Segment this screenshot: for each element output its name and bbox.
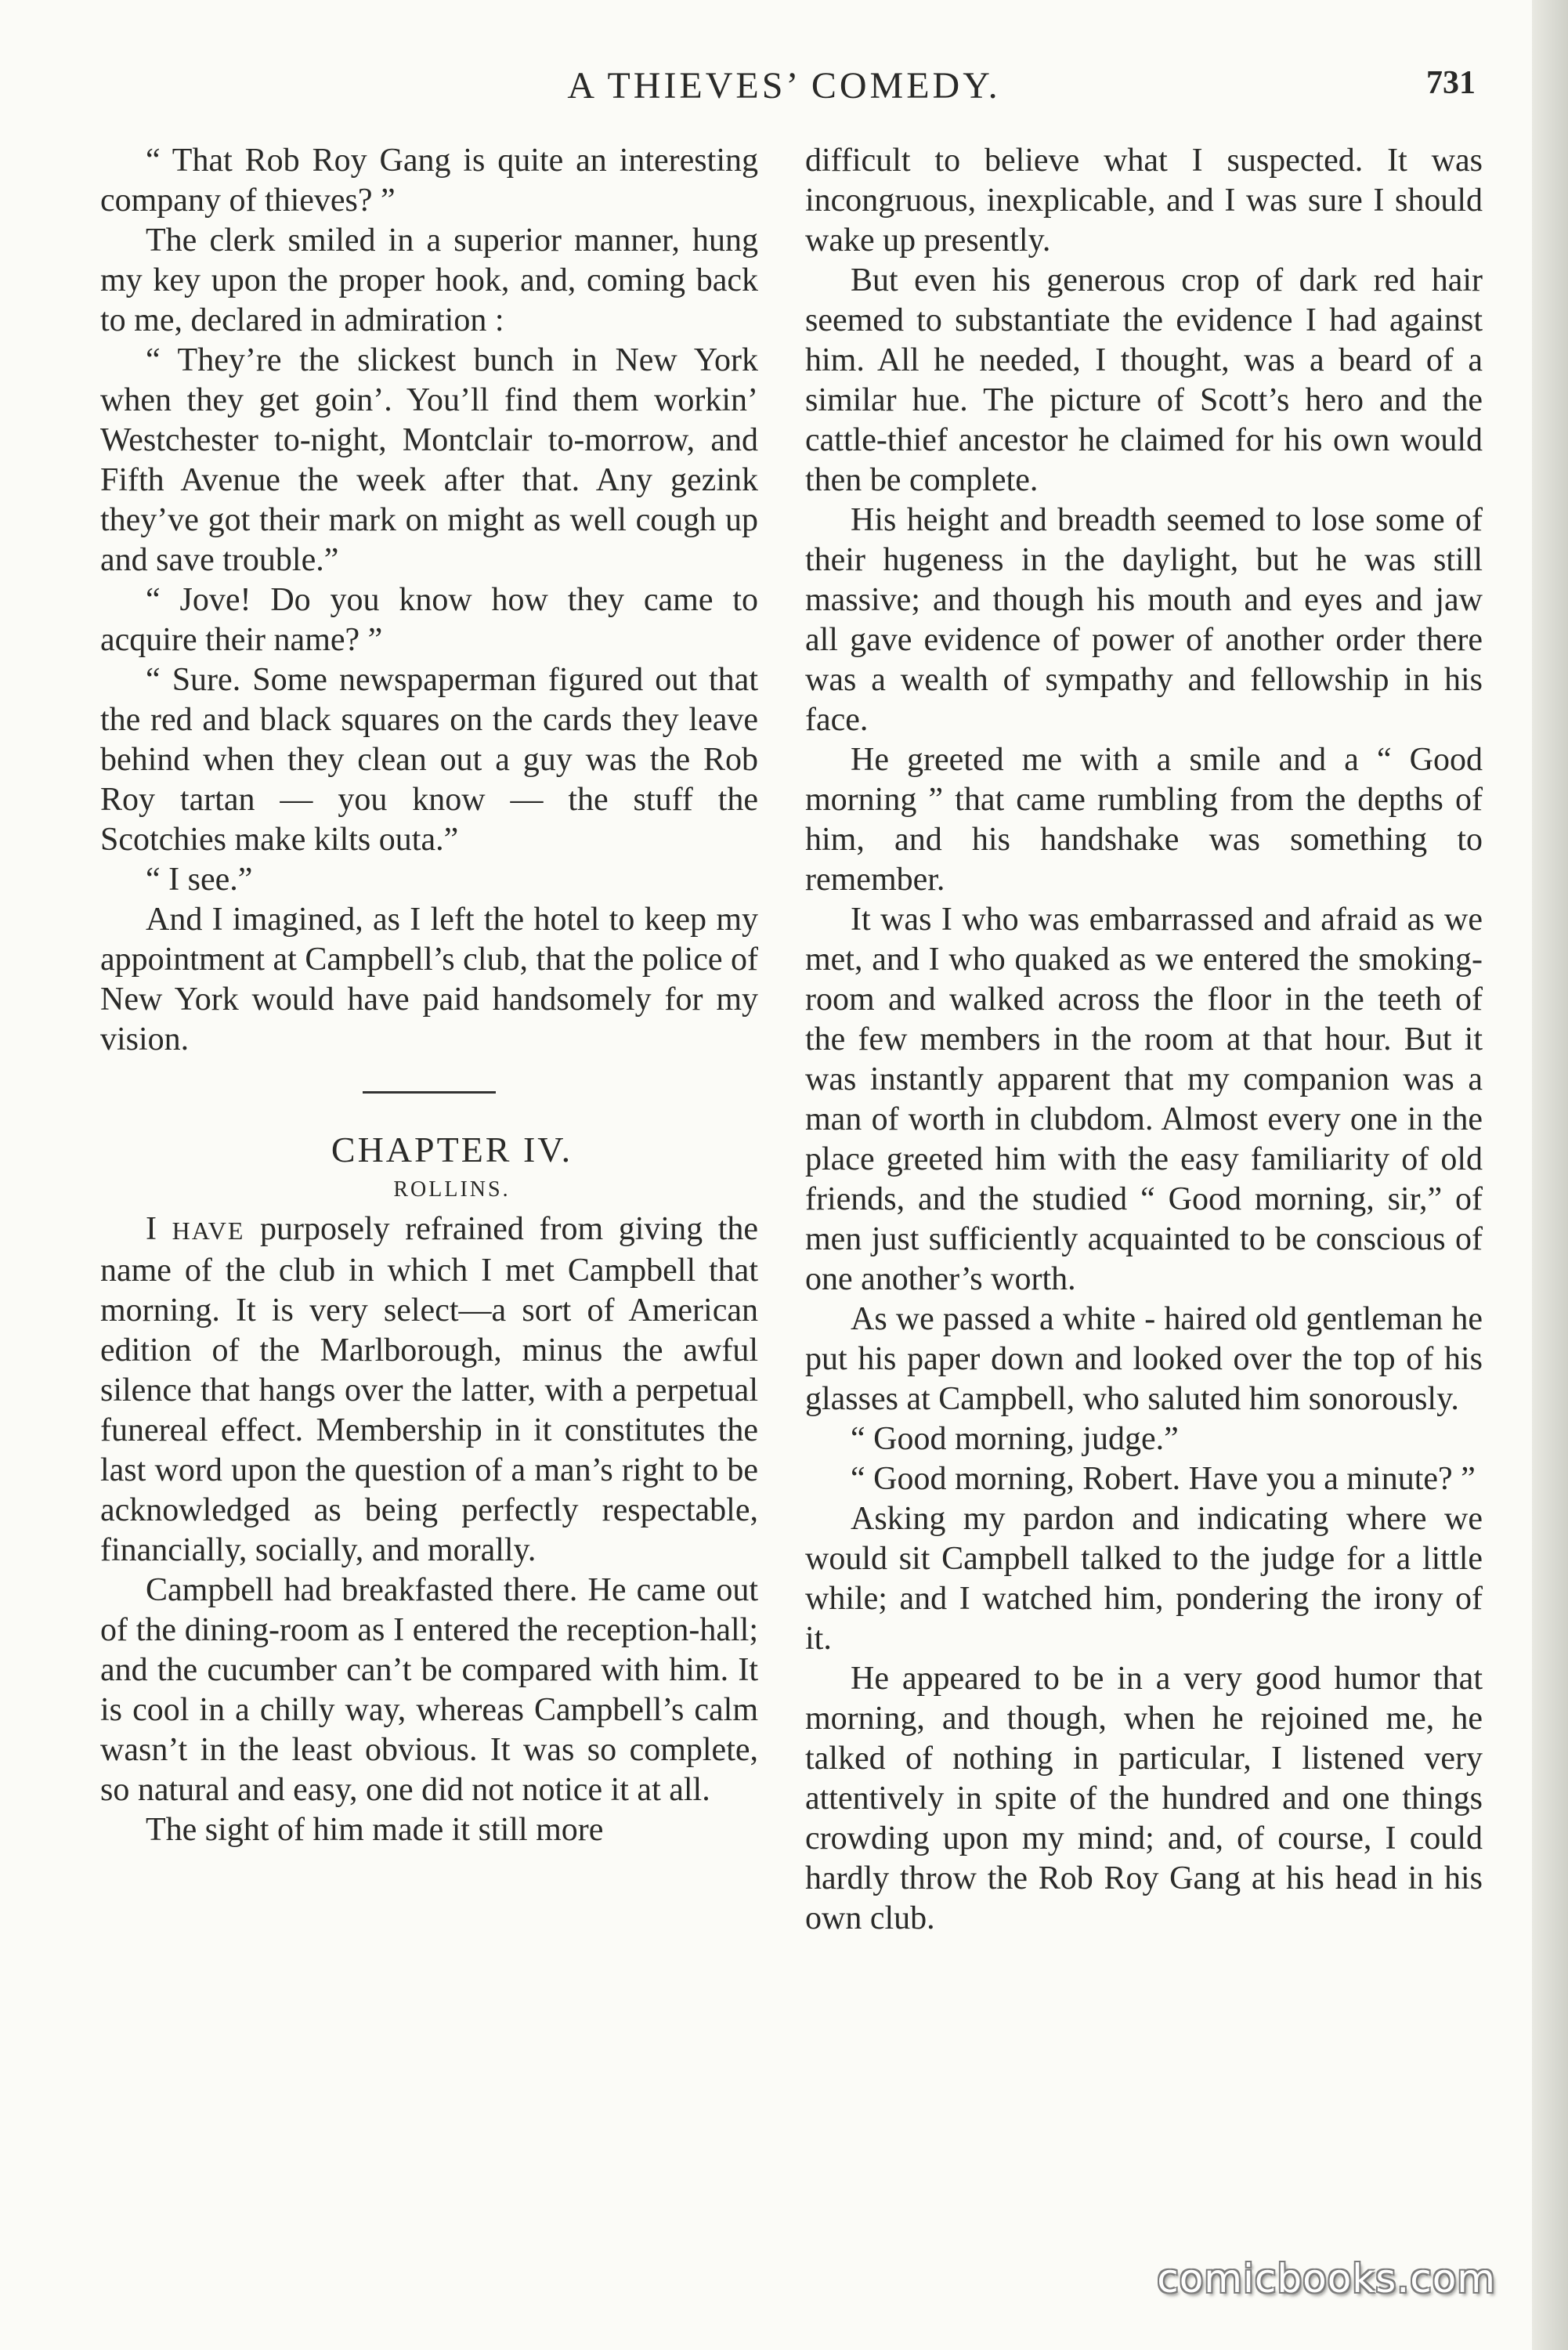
paragraph: And I imagined, as I left the hotel to keep my appointment at Campbell’s club, that the police of New York would have paid handsomely for my vision.: [100, 902, 758, 1058]
paragraph: He greeted me with a smile and a “ Good morning ” that came rumbling from the depths of him, and his handshake was something to remember.: [805, 742, 1483, 898]
chapter-heading: CHAPTER IV.: [331, 1130, 573, 1170]
paragraph: “ Good morning, Robert. Have you a minute? ”: [851, 1461, 1476, 1497]
paragraph: “ Good morning, judge.”: [851, 1421, 1179, 1457]
paragraph: “ Sure. Some newspaperman figured out that the red and black squares on the cards they leave behind when they clean out a guy was the Rob Roy tartan — you know — the stuff the Scotchies make kilts outa.”: [100, 662, 758, 858]
running-header: [0, 64, 1568, 119]
chapter-subtitle: ROLLINS.: [393, 1177, 511, 1202]
paragraph: He appeared to be in a very good humor that morning, and though, when he rejoined me, he talked of nothing in particular, I listened very attentively in spite of the hundred and one things crowding upon my mind; and, of course, I could hardly throw the Rob Roy Gang at his head in his own club.: [805, 1661, 1483, 1936]
watermark: comicbooks.com: [1157, 2256, 1496, 2301]
paragraph: “ They’re the slickest bunch in New York when they get goin’. You’ll find them workin’ Westchester to-night, Montclair to-morrow, and Fifth Avenue the week after that. Any gezink they’ve got their mark on might as well cough up and save trouble.”: [100, 342, 758, 578]
paragraph: “ Jove! Do you know how they came to acquire their name? ”: [100, 582, 758, 658]
section-divider: [363, 1091, 496, 1094]
small-caps-word: HAVE: [172, 1217, 245, 1245]
running-title: A THIEVES’ COMEDY.: [567, 65, 1001, 107]
right-column: [805, 141, 1483, 1939]
paragraph: Asking my pardon and indicating where we would sit Campbell talked to the judge for a little while; and I watched him, pondering the irony of it.: [805, 1501, 1483, 1657]
paragraph: Campbell had breakfasted there. He came out of the dining-room as I entered the reception-hall; and the cucumber can’t be compared with him. It is cool in a chilly way, whereas Campbell’s calm wasn’t in the least obvious. It was so complete, so natural and easy, one did not notice it at all.: [100, 1572, 758, 1808]
page-number: 731: [1426, 65, 1476, 101]
paragraph: difficult to believe what I suspected. It was incongruous, inexplicable, and I was sure I should wake up presently.: [805, 143, 1483, 258]
paragraph: His height and breadth seemed to lose some of their hugeness in the daylight, but he was still massive; and though his mouth and eyes and jaw all gave evidence of power of another order there was a wealth of sympathy and fellowship in his face.: [805, 502, 1483, 738]
paragraph: “ That Rob Roy Gang is quite an interesting company of thieves? ”: [100, 143, 758, 219]
paragraph: But even his generous crop of dark red hair seemed to substantiate the evidence I had against him. All he needed, I thought, was a beard of a similar hue. The picture of Scott’s hero and the cattle-thief ancestor he claimed for his own would then be complete.: [805, 262, 1483, 498]
paragraph: It was I who was embarrassed and afraid as we met, and I who quaked as we entered the smoking-room and walked across the floor in the teeth of the few members in the room at that hour. But it was instantly apparent that my companion was a man of worth in clubdom. Almost every one in the place greeted him with the easy familiarity of old friends, and the studied “ Good morning, sir,” of men just sufficiently acquainted to be conscious of one another’s worth.: [805, 902, 1483, 1297]
paragraph: The clerk smiled in a superior manner, hung my key upon the proper hook, and, coming back to me, declared in admiration :: [100, 222, 758, 338]
page-edge-shadow: [1532, 0, 1568, 2350]
drop-letter: I: [146, 1211, 157, 1247]
chapter-opening-paragraph: [100, 1209, 758, 1571]
left-column: [100, 141, 758, 1850]
paragraph: The sight of him made it still more: [146, 1812, 604, 1848]
paragraph: As we passed a white - haired old gentleman he put his paper down and looked over the top of his glasses at Campbell, who saluted him sonorously.: [805, 1301, 1483, 1417]
paragraph: “ I see.”: [146, 862, 253, 898]
paragraph-text: purposely refrained from giving the name of the club in which I met Campbell that morning. It is very select—a sort of American edition of the Marlborough, minus the awful silence that hangs over the latter, with a perpetual funereal effect. Membership in it constitutes the last word upon the question of a man’s right to be acknowledged as being perfectly respectable, financially, socially, and morally.: [100, 1211, 759, 1568]
